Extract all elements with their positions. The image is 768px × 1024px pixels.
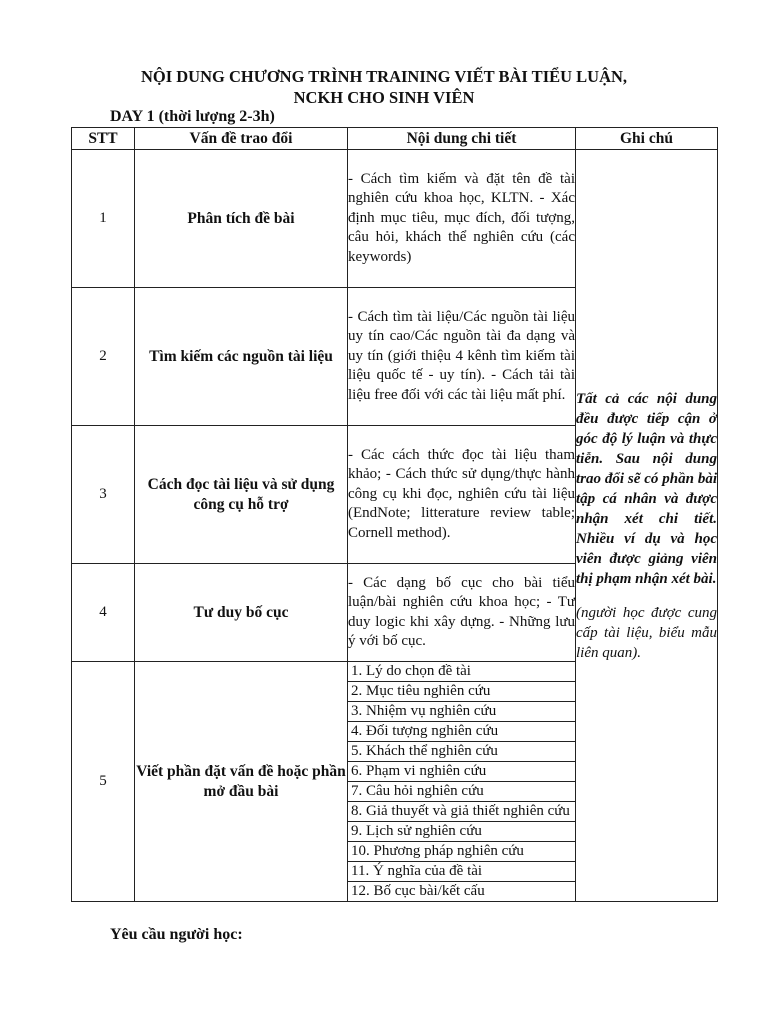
list-item: 7. Câu hỏi nghiên cứu xyxy=(348,782,575,802)
row-topic: Cách đọc tài liệu và sử dụng công cụ hỗ trợ xyxy=(135,426,348,564)
note-main-text: Tất cả các nội dung đều được tiếp cận ở góc độ lý luận và thực tiễn. Sau nội dung trao đổi sẽ có phần bài tập cá nhân và được nhận xét chi tiết. Nhiều ví dụ và học viên được giảng viên thị phạm nhận xét bài. xyxy=(576,390,717,587)
row5-items-list xyxy=(348,662,575,901)
note-sub-text: (người học được cung cấp tài liệu, biểu mẫu liên quan). xyxy=(576,604,717,661)
list-item: 3. Nhiệm vụ nghiên cứu xyxy=(348,702,575,722)
title-line-2: NCKH CHO SINH VIÊN xyxy=(293,88,475,107)
row-topic: Tìm kiếm các nguồn tài liệu xyxy=(135,288,348,426)
row-stt: 2 xyxy=(72,288,135,426)
row-detail: - Cách tìm tài liệu/Các nguồn tài liệu uy tín cao/Các nguồn tài đa dạng và uy tín (giới thiệu 4 kênh tìm kiếm tài liệu quốc tế - uy tín). - Cách tải tài liệu free đối với các tài liệu mất phí. xyxy=(348,288,576,426)
row-stt: 3 xyxy=(72,426,135,564)
table-header-row xyxy=(72,128,718,150)
table-row xyxy=(72,150,718,288)
row-topic: Tư duy bố cục xyxy=(135,564,348,662)
list-item: 5. Khách thể nghiên cứu xyxy=(348,742,575,762)
learner-requirements-label: Yêu cầu người học: xyxy=(110,926,243,943)
row-stt: 1 xyxy=(72,150,135,288)
header-detail: Nội dung chi tiết xyxy=(348,128,576,150)
day-label: DAY 1 (thời lượng 2-3h) xyxy=(110,108,275,125)
row-stt: 4 xyxy=(72,564,135,662)
row-topic: Phân tích đề bài xyxy=(135,150,348,288)
list-item: 4. Đối tượng nghiên cứu xyxy=(348,722,575,742)
list-item: 10. Phương pháp nghiên cứu xyxy=(348,842,575,862)
list-item: 11. Ý nghĩa của đề tài xyxy=(348,862,575,882)
row-detail: - Cách tìm kiếm và đặt tên đề tài nghiên cứu khoa học, KLTN. - Xác định mục tiêu, mục đích, đối tượng, câu hỏi, khách thể nghiên cứu (các keywords) xyxy=(348,150,576,288)
list-item: 1. Lý do chọn đề tài xyxy=(348,662,575,682)
list-item: 6. Phạm vi nghiên cứu xyxy=(348,762,575,782)
row-stt: 5 xyxy=(72,662,135,902)
header-note: Ghi chú xyxy=(576,128,718,150)
row5-items-cell xyxy=(348,662,576,902)
list-item: 2. Mục tiêu nghiên cứu xyxy=(348,682,575,702)
row-topic: Viết phần đặt vấn đề hoặc phần mở đầu bài xyxy=(135,662,348,902)
row-detail: - Các dạng bố cục cho bài tiểu luận/bài nghiên cứu khoa học; - Tư duy logic khi xây dựng. - Những lưu ý với bố cục. xyxy=(348,564,576,662)
list-item: 12. Bố cục bài/kết cấu xyxy=(351,883,485,899)
note-cell xyxy=(576,150,718,902)
list-item: 9. Lịch sử nghiên cứu xyxy=(348,822,575,842)
program-table xyxy=(71,127,718,902)
list-item: 8. Giả thuyết và giả thiết nghiên cứu xyxy=(348,802,575,822)
header-stt: STT xyxy=(72,128,135,150)
document-title xyxy=(0,66,768,108)
title-line-1: NỘI DUNG CHƯƠNG TRÌNH TRAINING VIẾT BÀI TIỂU LUẬN, xyxy=(140,67,628,86)
row-detail: - Các cách thức đọc tài liệu tham khảo; - Cách thức sử dụng/thực hành công cụ khi đọc, nghiên cứu tài liệu (EndNote; litterature review table; Cornell method). xyxy=(348,426,576,564)
header-topic: Vấn đề trao đổi xyxy=(135,128,348,150)
